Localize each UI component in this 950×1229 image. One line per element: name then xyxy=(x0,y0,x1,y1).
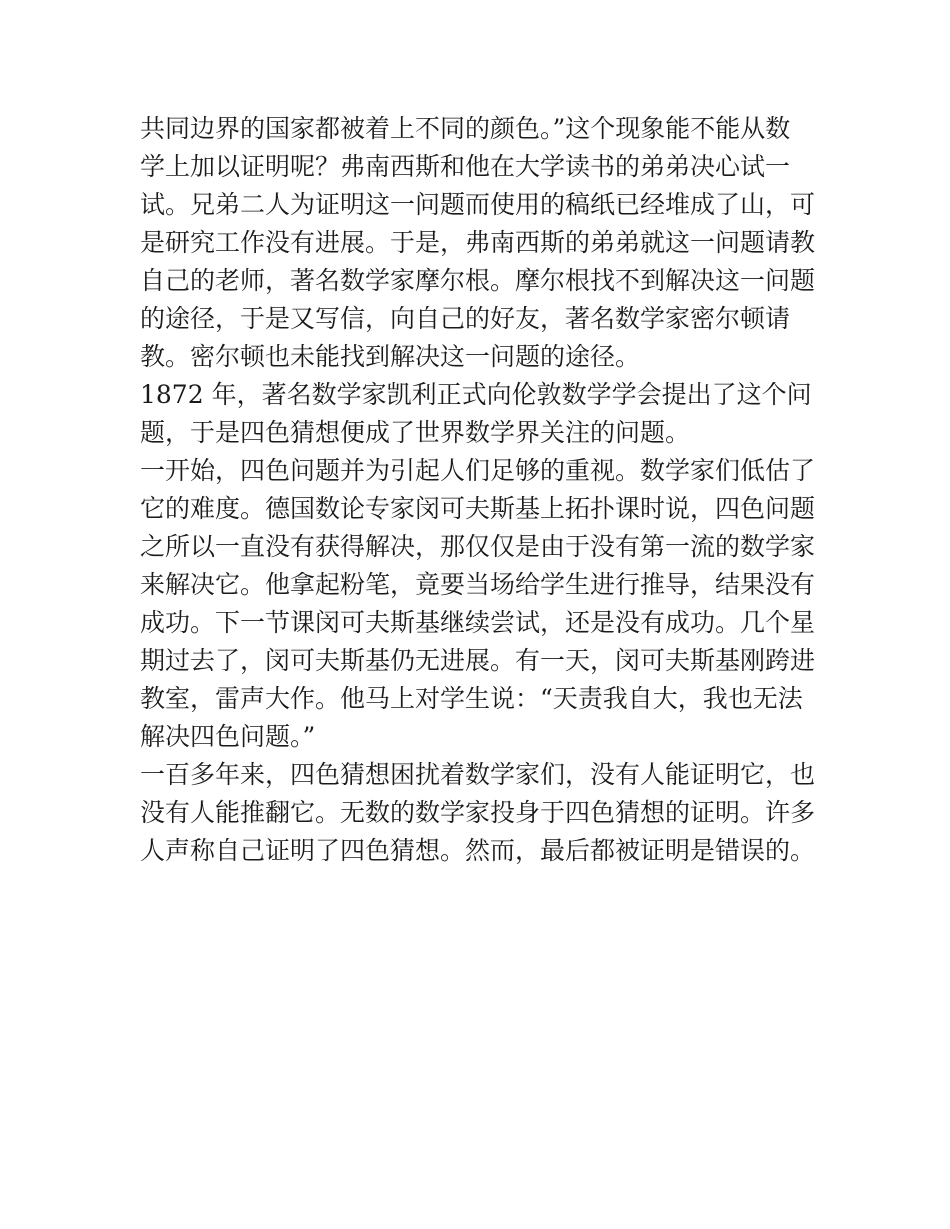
text-line: 教室，雷声大作。他马上对学生说：“天责我自大，我也无法 xyxy=(140,684,803,713)
body-text xyxy=(140,110,820,870)
text-line: 一百多年来，四色猜想困扰着数学家们，没有人能证明它，也 xyxy=(140,760,816,789)
text-line: 解决四色问题。” xyxy=(140,722,316,751)
text-line: 1872 年，著名数学家凯利正式向伦敦数学学会提出了这个问 xyxy=(140,380,812,409)
text-line: 是研究工作没有进展。于是，弗南西斯的弟弟就这一问题请教 xyxy=(140,228,816,257)
paragraph-4 xyxy=(140,756,820,870)
text-line: 试。兄弟二人为证明这一问题而使用的稿纸已经堆成了山，可 xyxy=(140,190,816,219)
text-line: 共同边界的国家都被着上不同的颜色。”这个现象能不能从数 xyxy=(140,114,791,143)
text-line: 人声称自己证明了四色猜想。然而，最后都被证明是错误的。 xyxy=(140,836,816,865)
text-line: 它的难度。德国数论专家闵可夫斯基上拓扑课时说，四色问题 xyxy=(140,494,816,523)
text-line: 成功。下一节课闵可夫斯基继续尝试，还是没有成功。几个星 xyxy=(140,608,816,637)
text-line: 一开始，四色问题并为引起人们足够的重视。数学家们低估了 xyxy=(140,456,816,485)
text-line: 的途径，于是又写信，向自己的好友，著名数学家密尔顿请 xyxy=(140,304,791,333)
text-line: 学上加以证明呢？弗南西斯和他在大学读书的弟弟决心试一 xyxy=(140,152,791,181)
paragraph-1 xyxy=(140,110,820,376)
text-line: 来解决它。他拿起粉笔，竟要当场给学生进行推导，结果没有 xyxy=(140,570,816,599)
text-line: 之所以一直没有获得解决，那仅仅是由于没有第一流的数学家 xyxy=(140,532,816,561)
paragraph-2 xyxy=(140,376,820,452)
text-line: 教。密尔顿也未能找到解决这一问题的途径。 xyxy=(140,342,641,371)
text-line: 题，于是四色猜想便成了世界数学界关注的问题。 xyxy=(140,418,691,447)
paragraph-3 xyxy=(140,452,820,756)
text-line: 没有人能推翻它。无数的数学家投身于四色猜想的证明。许多 xyxy=(140,798,816,827)
text-line: 自己的老师，著名数学家摩尔根。摩尔根找不到解决这一问题 xyxy=(140,266,816,295)
text-line: 期过去了，闵可夫斯基仍无进展。有一天，闵可夫斯基刚跨进 xyxy=(140,646,816,675)
